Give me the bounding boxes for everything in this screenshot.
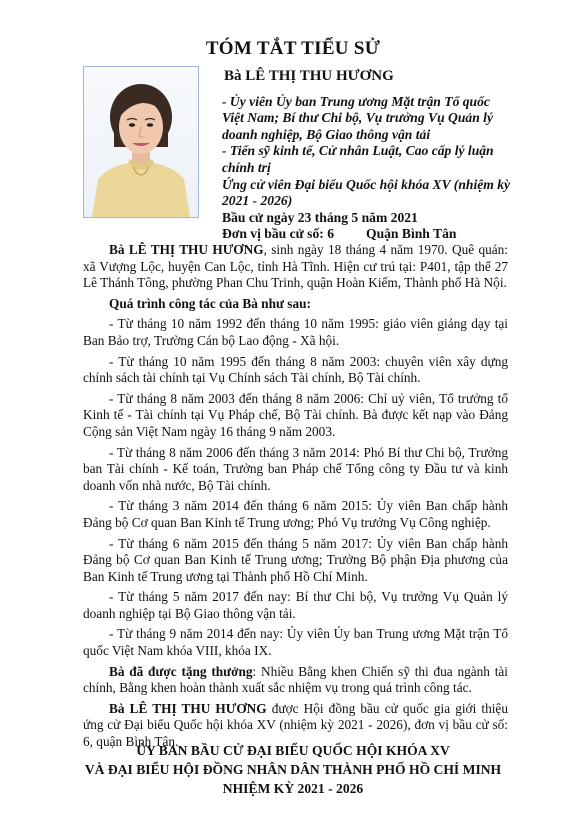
intro-text: , sinh ngày 18 tháng 4 năm 1970. Quê quán: xã Vượng Lộc, huyện Can Lộc, tỉnh Hà Tĩnh. Hiện cư trú tại: P401, tập thể 27 Lê Thánh Tông, phường Phan Chu Trinh, quận Hoàn Kiếm, Thành phố Hà Nội. <box>83 242 508 291</box>
intro-name: Bà LÊ THỊ THU HƯƠNG <box>109 242 264 257</box>
intro-paragraph <box>83 242 508 292</box>
awards-paragraph <box>83 664 508 697</box>
issuing-committee <box>0 741 586 798</box>
candidate-portrait <box>83 66 199 218</box>
closing-name: Bà LÊ THỊ THU HƯƠNG <box>109 700 267 716</box>
electoral-unit-label: Đơn vị bầu cử số: 6 <box>222 226 334 242</box>
career-item: - Từ tháng 10 năm 1992 đến tháng 10 năm 1995: giáo viên giảng dạy tại Ban Bảo trợ, Trường Cán bộ Lao động - Xã hội. <box>83 316 508 348</box>
career-item: - Từ tháng 10 năm 1995 đến tháng 8 năm 2003: chuyên viên xây dựng chính sách tài chính tại Vụ Chính sách Tài chính, Bộ Tài chính. <box>83 353 508 386</box>
biography-body <box>83 242 508 755</box>
footer-line-2: VÀ ĐẠI BIỂU HỘI ĐỒNG NHÂN DÂN THÀNH PHỐ HỒ CHÍ MINH <box>84 762 502 777</box>
footer-line-1: ỦY BAN BẦU CỬ ĐẠI BIỂU QUỐC HỘI KHÓA XV <box>136 743 450 758</box>
election-date: Bầu cử ngày 23 tháng 5 năm 2021 <box>222 209 418 225</box>
awards-label: Bà đã được tặng thưởng <box>109 663 253 679</box>
candidate-header <box>222 68 512 243</box>
portrait-illustration <box>84 67 198 217</box>
career-item: - Từ tháng 6 năm 2015 đến tháng 5 năm 2017: Ủy viên Ban chấp hành Đảng bộ Cơ quan Ban Kinh tế Trung ương; Trưởng Bộ phận Địa phương của Ban Kinh tế Trung ương tại Thành phố Hồ Chí Minh. <box>83 535 508 584</box>
document-title: TÓM TẮT TIỂU SỬ <box>205 38 381 59</box>
career-item: - Từ tháng 5 năm 2017 đến nay: Bí thư Chi bộ, Vụ trưởng Vụ Quản lý doanh nghiệp tại Bộ Giao thông vận tải. <box>83 589 508 621</box>
career-item: - Từ tháng 8 năm 2006 đến tháng 3 năm 2014: Phó Bí thư Chi bộ, Trưởng ban Tài chính - Kế toán, Trưởng ban Pháp chế Tổng công ty Đầu tư và kinh doanh vốn nhà nước, Bộ Tài chính. <box>83 444 508 493</box>
career-item: - Từ tháng 8 năm 2003 đến tháng 8 năm 2006: Chỉ uỷ viên, Tổ trưởng tổ Kinh tế - Tài chính tại Vụ Pháp chế, Bộ Tài chính. Bà được kết nạp vào Đảng Cộng sản Việt Nam ngày 16 tháng 9 năm 2003. <box>83 390 508 439</box>
candidate-name: Bà LÊ THỊ THU HƯƠNG <box>224 68 394 84</box>
career-heading: Quá trình công tác của Bà như sau: <box>109 295 311 311</box>
candidate-role-2: - Tiến sỹ kinh tế, Cử nhân Luật, Cao cấp lý luận chính trị <box>222 143 494 175</box>
closing-text: được Hội đồng bầu cử quốc gia giới thiệu ứng cử Đại biểu Quốc hội khóa XV (nhiệm kỳ 2021 - 2026), đơn vị bầu cử số: 6, quận Bình Tân. <box>83 700 508 750</box>
electoral-unit-row <box>222 226 512 243</box>
electoral-unit-area: Quận Bình Tân <box>366 226 457 242</box>
footer-line-3: NHIỆM KỲ 2021 - 2026 <box>222 781 364 796</box>
candidacy-line: Ứng cử viên Đại biểu Quốc hội khóa XV (nhiệm kỳ 2021 - 2026) <box>222 176 511 209</box>
career-item: - Từ tháng 3 năm 2014 đến tháng 6 năm 2015: Ủy viên Ban chấp hành Đảng bộ Cơ quan Ban Kinh tế Trung ương; Phó Vụ trưởng Vụ Công nghiệp. <box>83 498 508 530</box>
candidate-role-1: - Ủy viên Ủy ban Trung ương Mặt trận Tổ quốc Việt Nam; Bí thư Chi bộ, Vụ trưởng Vụ Quản lý doanh nghiệp, Bộ Giao thông vận tải <box>222 93 493 142</box>
career-item: - Từ tháng 9 năm 2014 đến nay: Ủy viên Ủy ban Trung ương Mặt trận Tổ quốc Việt Nam khóa VIII, khóa IX. <box>83 626 508 659</box>
awards-text: : Nhiều Bằng khen Chiến sỹ thi đua ngành tài chính, Bằng khen hoàn thành xuất sắc nhiệm vụ trong quá trình công tác. <box>83 663 508 696</box>
